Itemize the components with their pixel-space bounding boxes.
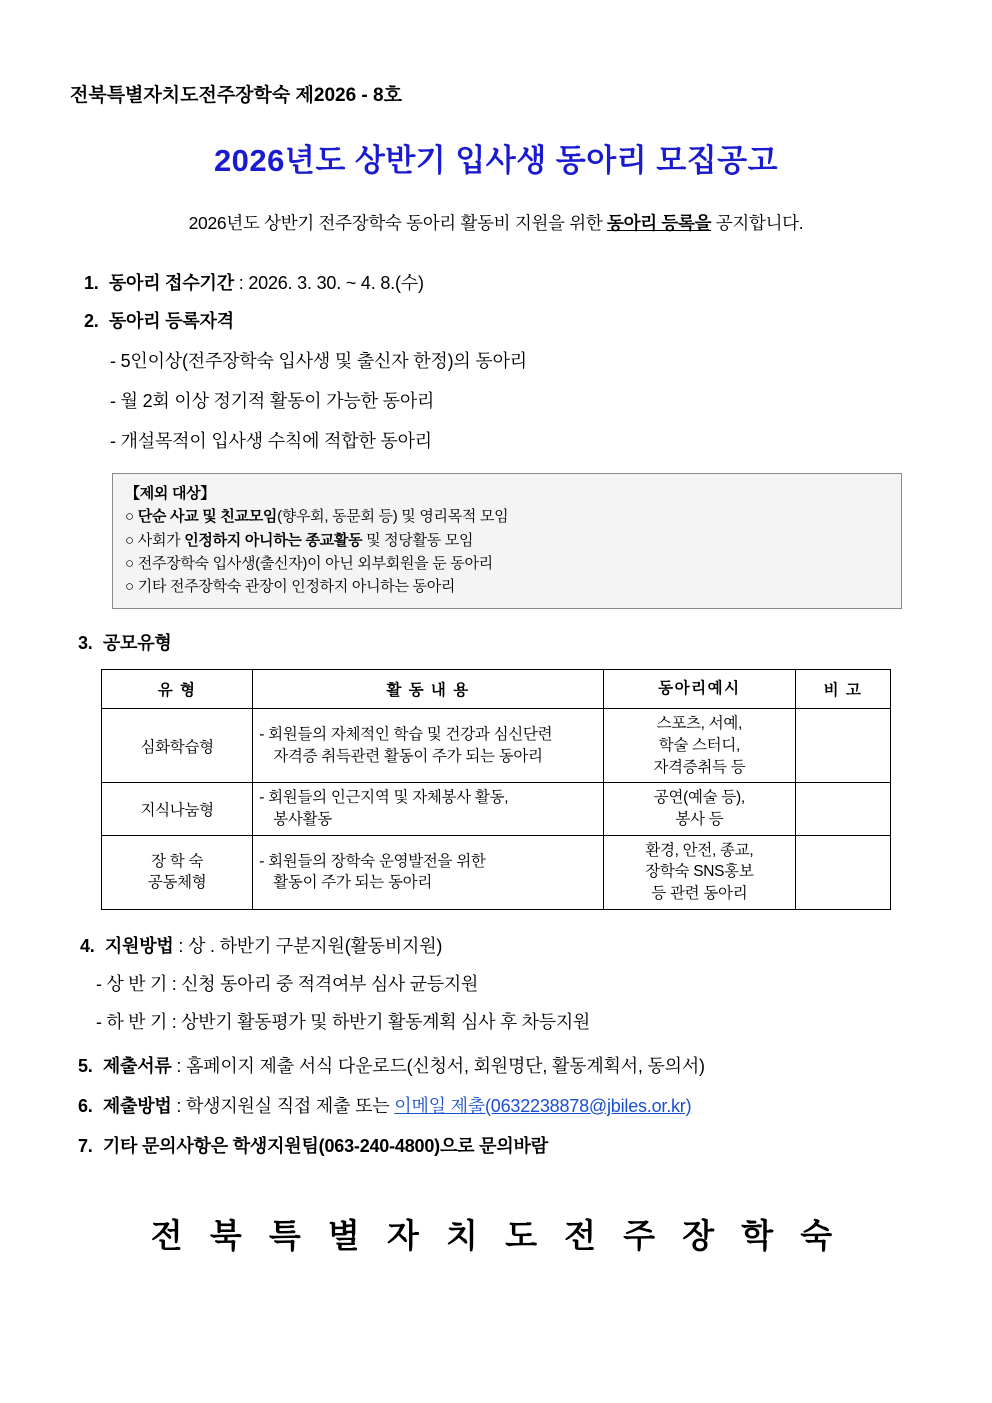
exclusion-item-1 [125, 505, 889, 528]
section-7 [70, 1132, 922, 1158]
row-2-desc-line-2: 봉사활동 [273, 811, 332, 828]
table-header-example: 동아리예시 [603, 670, 795, 709]
row-1-example-line-2: 학술 스터디, [658, 736, 741, 754]
row-3-type [102, 835, 253, 909]
row-1-example [603, 709, 795, 783]
table-header-activity: 활 동 내 용 [253, 670, 604, 709]
circle-bullet-icon: ○ [125, 531, 134, 549]
email-submission-link[interactable]: 이메일 제출(0632238878@jbiles.or.kr) [394, 1095, 692, 1116]
section-6-value: : 학생지원실 직접 제출 또는 [171, 1095, 395, 1116]
section-4-value: : 상 . 하반기 구분지원(활동비지원) [173, 935, 443, 956]
section-2-label: 동아리 등록자격 [108, 311, 234, 331]
section-4 [70, 932, 922, 958]
row-2-example-line-1: 공연(예술 등), [653, 789, 745, 807]
section-6-number: 6. [78, 1095, 93, 1116]
exclusion-item-2-rest: 및 정당활동 모임 [362, 531, 474, 549]
section-6-label: 제출방법 [102, 1095, 172, 1116]
circle-bullet-icon: ○ [125, 508, 134, 526]
exclusion-item-3 [125, 552, 889, 575]
contest-types-table [101, 669, 891, 910]
row-3-desc [253, 835, 604, 909]
row-1-desc-line-1: - 회원들의 자체적인 학습 및 건강과 심신단련 [259, 726, 553, 744]
section-1-label: 동아리 접수기간 [108, 273, 234, 293]
section-4-item-2: - 하 반 기 : 상반기 활동평가 및 하반기 활동계획 심사 후 차등지원 [96, 1011, 591, 1032]
intro-text-pre: 2026년도 상반기 전주장학숙 동아리 활동비 지원을 위한 [188, 213, 607, 233]
section-5-value: : 홈페이지 제출 서식 다운로드(신청서, 회원명단, 활동계획서, 동의서) [171, 1055, 705, 1076]
exclusion-item-1-rest: (향우회, 동문회 등) 및 영리목적 모임 [277, 508, 509, 526]
table-row [102, 783, 891, 835]
row-3-example-line-2: 장학숙 SNS홍보 [645, 863, 754, 881]
table-row [102, 709, 891, 783]
intro-paragraph [70, 210, 922, 235]
table-header-row [102, 670, 891, 709]
table-header-note: 비 고 [795, 670, 890, 709]
section-5 [70, 1052, 922, 1078]
section-2-number: 2. [84, 311, 99, 331]
row-1-type: 심화학습형 [102, 709, 253, 783]
exclusion-item-4 [125, 575, 889, 598]
section-4-number: 4. [80, 935, 95, 956]
section-7-number: 7. [78, 1135, 93, 1156]
row-2-example-line-2: 봉사 등 [675, 811, 724, 828]
row-2-example [603, 783, 795, 835]
section-5-number: 5. [78, 1055, 93, 1076]
section-2-item-2: - 월 2회 이상 정기적 활동이 가능한 동아리 [110, 391, 435, 411]
row-2-desc-line-1: - 회원들의 인근지역 및 자체봉사 활동, [259, 789, 509, 807]
row-3-example-line-1: 환경, 안전, 종교, [645, 841, 754, 859]
section-2-item-3: - 개설목적이 입사생 수칙에 적합한 동아리 [110, 431, 432, 451]
row-1-note [795, 709, 890, 783]
section-4-item-1: - 상 반 기 : 신청 동아리 중 적격여부 심사 균등지원 [96, 973, 479, 994]
exclusion-item-1-bold: 단순 사교 및 친교모임 [137, 508, 278, 526]
section-2-item-1: - 5인이상(전주장학숙 입사생 및 출신자 한정)의 동아리 [110, 351, 527, 371]
document-number: 전북특별자치도전주장학숙 제2026 - 8호 [70, 85, 402, 106]
row-2-note [795, 783, 890, 835]
row-3-desc-line-1: - 회원들의 장학숙 운영발전을 위한 [259, 852, 486, 870]
row-2-type: 지식나눔형 [102, 783, 253, 835]
circle-bullet-icon: ○ [125, 578, 134, 595]
row-3-note [795, 835, 890, 909]
exclusion-item-4-rest: 기타 전주장학숙 관장이 인정하지 아니하는 동아리 [137, 578, 456, 595]
page-title: 2026년도 상반기 입사생 동아리 모집공고 [213, 143, 779, 178]
section-3-label: 공모유형 [102, 633, 172, 654]
section-1 [70, 269, 922, 295]
row-3-example [603, 835, 795, 909]
row-1-example-line-3: 자격증취득 등 [653, 758, 746, 776]
row-3-type-line-1: 장 학 숙 [151, 852, 204, 870]
exclusion-item-2 [125, 529, 889, 552]
exclusion-item-2-pre: 사회가 [137, 531, 185, 549]
intro-text-post: 공지합니다. [711, 213, 804, 233]
organization-name: 전 북 특 별 자 치 도 전 주 장 학 숙 [150, 1216, 842, 1254]
row-2-desc [253, 783, 604, 835]
row-3-example-line-3: 등 관련 동아리 [651, 885, 748, 903]
table-header-type: 유 형 [102, 670, 253, 709]
table-row [102, 835, 891, 909]
row-3-type-line-2: 공동체형 [147, 874, 207, 892]
section-1-value: : 2026. 3. 30. ~ 4. 8.(수) [233, 273, 424, 293]
section-3 [70, 629, 922, 655]
section-2 [70, 307, 922, 333]
row-1-desc [253, 709, 604, 783]
exclusion-box [112, 473, 902, 609]
row-3-desc-line-2: 활동이 주가 되는 동아리 [273, 874, 433, 892]
section-1-number: 1. [84, 273, 99, 293]
exclusion-item-3-rest: 전주장학숙 입사생(출신자)이 아닌 외부회원을 둔 동아리 [137, 554, 493, 572]
circle-bullet-icon: ○ [125, 554, 134, 572]
row-1-example-line-1: 스포츠, 서예, [656, 715, 743, 733]
row-1-desc-line-2: 자격증 취득관련 활동이 주가 되는 동아리 [273, 747, 543, 765]
exclusion-title: 【제외 대상】 [125, 485, 216, 502]
intro-emphasis: 동아리 등록을 [607, 213, 712, 233]
section-4-label: 지원방법 [104, 935, 174, 956]
section-7-label: 기타 문의사항은 학생지원팀(063-240-4800)으로 문의바람 [102, 1135, 548, 1156]
section-3-number: 3. [78, 633, 93, 654]
section-6 [70, 1092, 922, 1118]
section-5-label: 제출서류 [102, 1055, 172, 1076]
exclusion-item-2-bold: 인정하지 아니하는 종교활동 [184, 531, 363, 549]
